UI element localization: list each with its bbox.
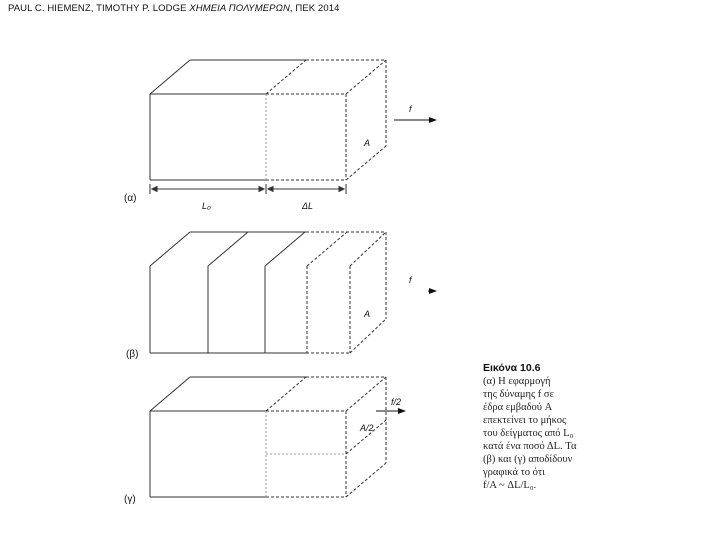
panel-a	[124, 60, 436, 211]
caption-line: (α) Η εφαρμογή	[483, 376, 551, 387]
panel-a-L0-label: L₀	[202, 201, 211, 211]
caption-line: γραφικά το ότι	[483, 467, 545, 478]
header-publisher: , ΠΕΚ 2014	[289, 3, 340, 14]
panel-b-force-label: f	[409, 275, 412, 285]
panel-a-dimension	[150, 184, 346, 194]
panel-a-area-label: A	[364, 138, 371, 148]
header-book-title: ΧΗΜΕΙΑ ΠΟΛΥΜΕΡΩΝ	[189, 3, 290, 14]
panel-a-force-label: f	[409, 104, 412, 114]
header-authors: PAUL C. HIEMENZ, TIMOTHY P. LODGE	[8, 3, 190, 14]
panel-c	[124, 377, 405, 505]
panel-a-dL-label: ΔL	[302, 201, 314, 211]
panel-c-force-label: f/2	[391, 397, 402, 407]
panel-b-block	[150, 232, 386, 353]
panel-c-block	[150, 377, 386, 497]
panel-c-label: (γ)	[124, 494, 136, 505]
caption-line: έδρα εμβαδού A	[483, 402, 553, 413]
panel-b-area-label: A	[364, 309, 371, 319]
panel-a-block	[150, 60, 386, 180]
caption-line: f/A ~ ΔL/L₀.	[483, 480, 537, 491]
panel-b	[126, 232, 436, 360]
panel-c-area-label: A/2	[360, 423, 374, 433]
panel-a-label: (α)	[124, 193, 137, 204]
caption-line: του δείγματος από L₀	[483, 428, 574, 439]
panel-b-label: (β)	[126, 349, 139, 360]
caption-title: Εικόνα 10.6	[483, 362, 541, 374]
caption-line: κατά ένα ποσό ΔL. Τα	[483, 441, 577, 452]
figure-caption	[483, 362, 613, 492]
caption-line: επεκτείνει το μήκος	[483, 415, 567, 426]
caption-line: της δύναμης f σε	[483, 389, 554, 400]
caption-line: (β) και (γ) αποδίδουν	[483, 454, 573, 465]
